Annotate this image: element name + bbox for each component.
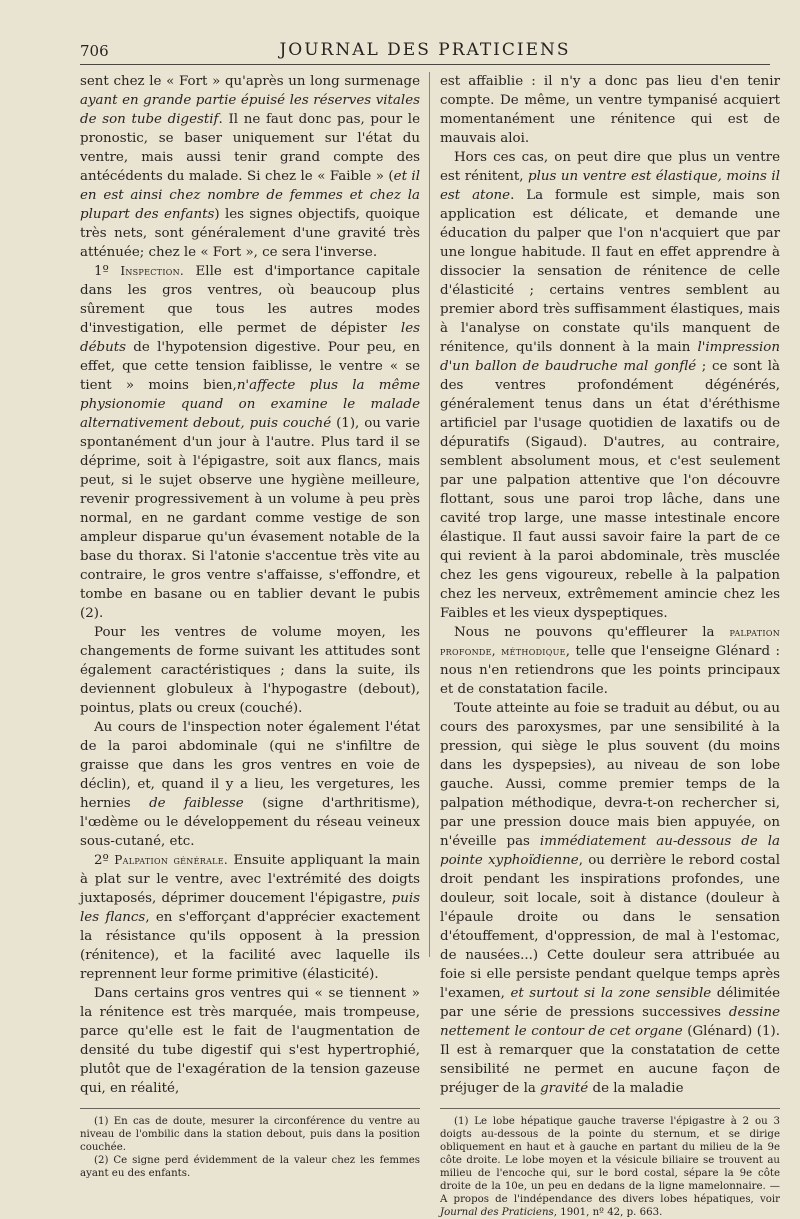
footnote: (1) En cas de doute, mesurer la circonférence du ventre au niveau de l'ombilic dans la station debout, puis dans la position couchée. <box>80 1116 420 1153</box>
left-column <box>80 72 420 1180</box>
paragraph: Au cours de l'inspection noter également l'état de la paroi abdominale (qui ne s'infiltre de graisse que dans les gros ventres en voie de déclin), et, quand il y a lieu, les vergetures, les hernies de faiblesse (signe d'arthritisme), l'œdème ou le développement du réseau veineux sous-cutané, etc. <box>80 720 420 849</box>
column-divider <box>429 72 430 957</box>
paragraph: sent chez le « Fort » qu'après un long surmenage ayant en grande partie épuisé les réserves vitales de son tube digestif. Il ne faut donc pas, pour le pronostic, se baser uniquement sur l'état du ventre, mais aussi tenir grand compte des antécédents du malade. Si chez le « Faible » (et il en est ainsi chez nombre de femmes et chez la plupart des enfants) les signes objectifs, quoique très nets, sont généralement d'une gravité très atténuée; chez le « Fort », ce sera l'inverse. <box>80 74 420 260</box>
journal-title: JOURNAL DES PRATICIENS <box>279 40 571 60</box>
paragraph: Dans certains gros ventres qui « se tiennent » la rénitence est très marquée, mais trompeuse, parce qu'elle est le fait de l'augmentation de densité du tube digestif qui s'est hypertrophié, plutôt que de l'exagération de la tension gazeuse qui, en réalité, <box>80 986 420 1096</box>
section-palpation-generale: 2º Palpation générale. Ensuite appliquant la main à plat sur le ventre, avec l'extrémité des doigts juxtaposés, déprimer doucement l'épigastre, puis les flancs, en s'efforçant d'apprécier exactement la résistance qu'ils opposent à la pression (rénitence), et la facilité avec laquelle ils reprennent leur forme primitive (élasticité). <box>80 853 421 982</box>
footnote-divider <box>440 1108 780 1109</box>
section-heading: Palpation générale. <box>114 853 229 867</box>
section-heading: Inspection. <box>120 264 185 278</box>
right-column <box>440 72 780 1219</box>
paragraph: est affaiblie : il n'y a donc pas lieu d'en tenir compte. De même, un ventre tympanisé acquiert momentanément une rénitence qui est de mauvais aloi. <box>440 74 780 146</box>
paragraph: Pour les ventres de volume moyen, les changements de forme suivant les attitudes sont également caractéristiques ; dans la suite, ils deviennent globuleux à l'hypogastre (debout), pointus, plats ou creux (couché). <box>80 625 420 716</box>
footnote: (1) Le lobe hépatique gauche traverse l'épigastre à 2 ou 3 doigts au-dessous de la pointe du sternum, et se dirige obliquement en haut et à gauche en partant du milieu de la 9e côte droite. Le lobe moyen et la vésicule biliaire se trouvent au milieu de l'encoche qui, sur le bord costal, sépare la 9e côte droite de la 10e, un peu en dedans de la ligne mamelonnaire. — A propos de l'indépendance des divers lobes hépatiques, voir Journal des Praticiens, 1901, nº 42, p. 663. <box>440 1116 780 1218</box>
page-number: 706 <box>80 42 109 60</box>
page-header <box>80 38 770 65</box>
footnote-divider <box>80 1108 420 1109</box>
section-inspection: 1º Inspection. Elle est d'importance capitale dans les gros ventres, où beaucoup plus sûrement que tous les autres modes d'investigation, elle permet de dépister les débuts de l'hypotension digestive. Pour peu, en effet, que cette tension faiblisse, le ventre « se tient » moins bien,n'affecte plus la même physionomie quand on examine le malade alternativement debout, puis couché (1), ou varie spontanément d'un jour à l'autre. Plus tard il se déprime, soit à l'épigastre, soit aux flancs, mais peut, si le sujet observe une hygiène meilleure, revenir progressivement à un volume à peu près normal, en ne gardant comme vestige de son ampleur disparue qu'un évasement notable de la base du thorax. Si l'atonie s'accentue très vite au contraire, le gros ventre s'affaisse, s'effondre, et tombe en basane ou en tablier devant le pubis (2). <box>80 264 421 621</box>
footnote: (2) Ce signe perd évidemment de la valeur chez les femmes ayant eu des enfants. <box>80 1155 420 1179</box>
paragraph: Hors ces cas, on peut dire que plus un ventre est rénitent, plus un ventre est élastique, moins il est atone. La formule est simple, mais son application est délicate, et demande une éducation du palper que l'on n'acquiert que par une longue habitude. Il faut en effet apprendre à dissocier la sensation de rénitence de celle d'élasticité ; certains ventres semblent au premier abord très suffisamment élastiques, mais à l'analyse on constate qu'ils manquent de rénitence, qu'ils donnent à la main l'impression d'un ballon de baudruche mal gonflé ; ce sont là des ventres profondément dégénérés, généralement tenus dans un état d'éréthisme artificiel par l'usage quotidien de laxatifs ou de dépuratifs (Sigaud). D'autres, au contraire, semblent absolument mous, et c'est seulement par une palpation attentive que l'on découvre flottant, sous une paroi trop lâche, dans une cavité trop large, une masse intestinale encore élastique. Il faut aussi savoir faire la part de ce qui revient à la paroi abdominale, très musclée chez les gens vigoureux, rebelle à la palpation chez les nerveux, extrêmement amincie chez les Faibles et les vieux dyspeptiques. <box>440 150 780 621</box>
paragraph: Nous ne pouvons qu'effleurer la palpation profonde, méthodique, telle que l'enseigne Glénard : nous n'en retiendrons que les points principaux et de constatation facile. <box>440 625 781 697</box>
paragraph: Toute atteinte au foie se traduit au début, ou au cours des paroxysmes, par une sensibilité à la pression, qui siège le plus souvent (du moins dans les dyspepsies), au niveau de son lobe gauche. Aussi, comme premier temps de la palpation méthodique, devra-t-on rechercher si, par une pression douce mais bien appuyée, on n'éveille pas immédiatement au-dessous de la pointe xyphoïdienne, ou derrière le rebord costal droit pendant les inspirations profondes, une douleur, soit locale, soit à distance (douleur à l'épaule droite ou dans le sensation d'étouffement, d'oppression, de mal à l'estomac, de nausées...) Cette douleur sera attribuée au foie si elle persiste pendant quelque temps après l'examen, et surtout si la zone sensible délimitée par une série de pressions successives dessine nettement le contour de cet organe (Glénard) (1). Il est à remarquer que la constatation de cette sensibilité ne permet en aucune façon de préjuger de la gravité de la maladie <box>440 701 781 1096</box>
